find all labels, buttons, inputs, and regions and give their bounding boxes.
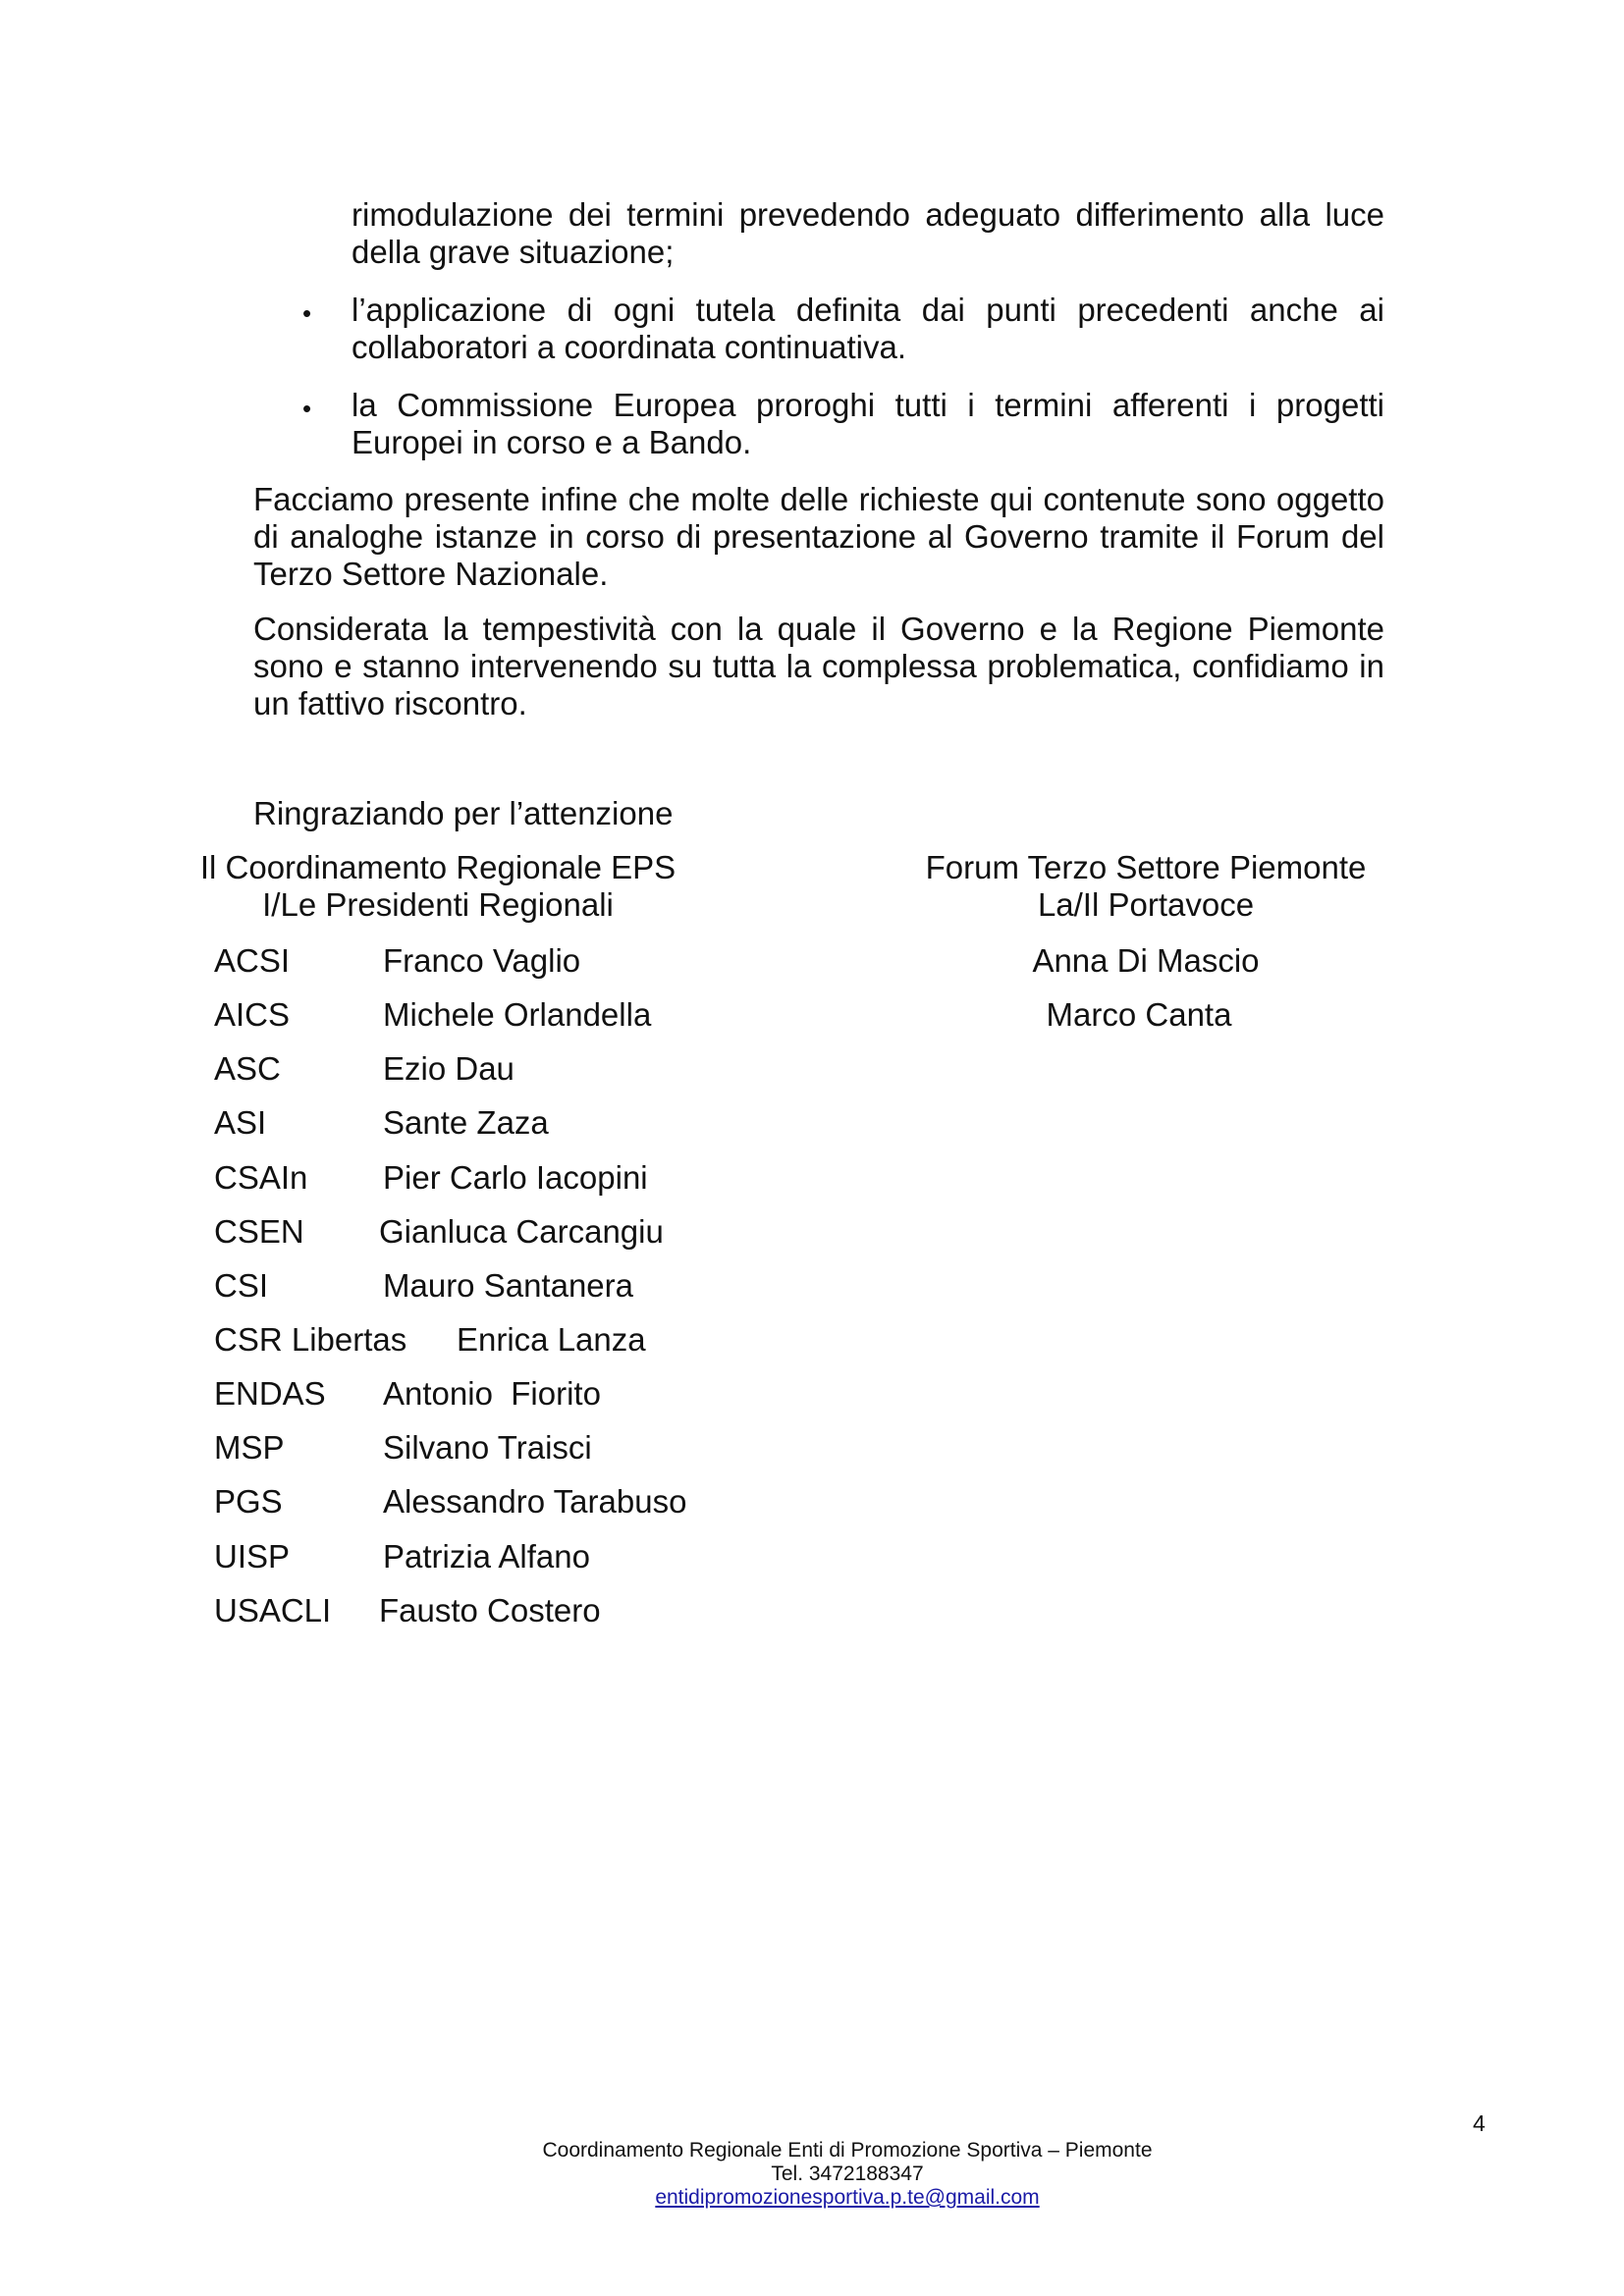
closing-line: Ringraziando per l’attenzione xyxy=(253,795,674,831)
continuation-paragraph: rimodulazione dei termini prevedendo adeguato differimento alla luce della grave situazione; xyxy=(352,196,1384,270)
signatory-org: UISP xyxy=(214,1538,291,1575)
forum-title: Forum Terzo Settore Piemonte xyxy=(925,849,1367,885)
signatory-org: CSI xyxy=(214,1267,269,1304)
bullet-item-commissione: la Commissione Europea proroghi tutti i termini afferenti i progetti Europei in corso e a Bando. xyxy=(352,387,1384,460)
portavoce-name: Marco Canta xyxy=(1046,996,1232,1033)
signatory-org: CSR Libertas xyxy=(214,1321,407,1358)
signatory-name: Enrica Lanza xyxy=(457,1321,646,1358)
signatory-org: ASI xyxy=(214,1104,267,1141)
signatory-name: Sante Zaza xyxy=(383,1104,549,1141)
signatory-name: Patrizia Alfano xyxy=(383,1538,590,1575)
signatory-name: Fausto Costero xyxy=(379,1592,601,1629)
signatory-org: ENDAS xyxy=(214,1375,326,1412)
page-number: 4 xyxy=(1473,2110,1486,2136)
signatory-org: PGS xyxy=(214,1483,283,1520)
signatory-org: AICS xyxy=(214,996,291,1033)
signatory-name: Franco Vaglio xyxy=(383,942,581,979)
coordinamento-subtitle: I/Le Presidenti Regionali xyxy=(262,886,614,923)
signatory-name: Gianluca Carcangiu xyxy=(379,1213,664,1250)
paragraph-tempestivita: Considerata la tempestività con la quale il Governo e la Regione Piemonte sono e stanno intervenendo su tutta la complessa problematica, confidiamo in un fattivo riscontro. xyxy=(253,611,1384,721)
signatory-name: Silvano Traisci xyxy=(383,1429,592,1466)
signatory-org: CSAIn xyxy=(214,1159,308,1196)
footer-email-row xyxy=(419,2186,1275,2210)
signatory-name: Ezio Dau xyxy=(383,1050,514,1087)
paragraph-forum: Facciamo presente infine che molte delle richieste qui contenute sono oggetto di analoghe istanze in corso di presentazione al Governo tramite il Forum del Terzo Settore Nazionale. xyxy=(253,481,1384,592)
signatory-org: CSEN xyxy=(214,1213,304,1250)
bullet-icon: • xyxy=(302,298,312,328)
signatory-name: Mauro Santanera xyxy=(383,1267,633,1304)
signatory-name: Pier Carlo Iacopini xyxy=(383,1159,648,1196)
signatory-name: Antonio Fiorito xyxy=(383,1375,601,1412)
forum-subtitle: La/Il Portavoce xyxy=(1037,886,1255,923)
footer-email-link[interactable]: entidipromozionesportiva.p.te@gmail.com xyxy=(655,2186,1040,2209)
signatory-name: Alessandro Tarabuso xyxy=(383,1483,687,1520)
portavoce-name: Anna Di Mascio xyxy=(1032,942,1260,979)
signatory-name: Michele Orlandella xyxy=(383,996,652,1033)
coordinamento-title: Il Coordinamento Regionale EPS xyxy=(199,849,677,885)
bullet-item-collaboratori: l’applicazione di ogni tutela definita dai punti precedenti anche ai collaboratori a coordinata continuativa. xyxy=(352,292,1384,365)
bullet-icon: • xyxy=(302,394,312,423)
signatory-org: ACSI xyxy=(214,942,291,979)
footer-phone: Tel. 3472188347 xyxy=(771,2163,924,2185)
footer-organization: Coordinamento Regionale Enti di Promozione Sportiva – Piemonte xyxy=(542,2139,1153,2162)
signatory-org: USACLI xyxy=(214,1592,332,1629)
signatory-org: MSP xyxy=(214,1429,285,1466)
signatory-org: ASC xyxy=(214,1050,281,1087)
